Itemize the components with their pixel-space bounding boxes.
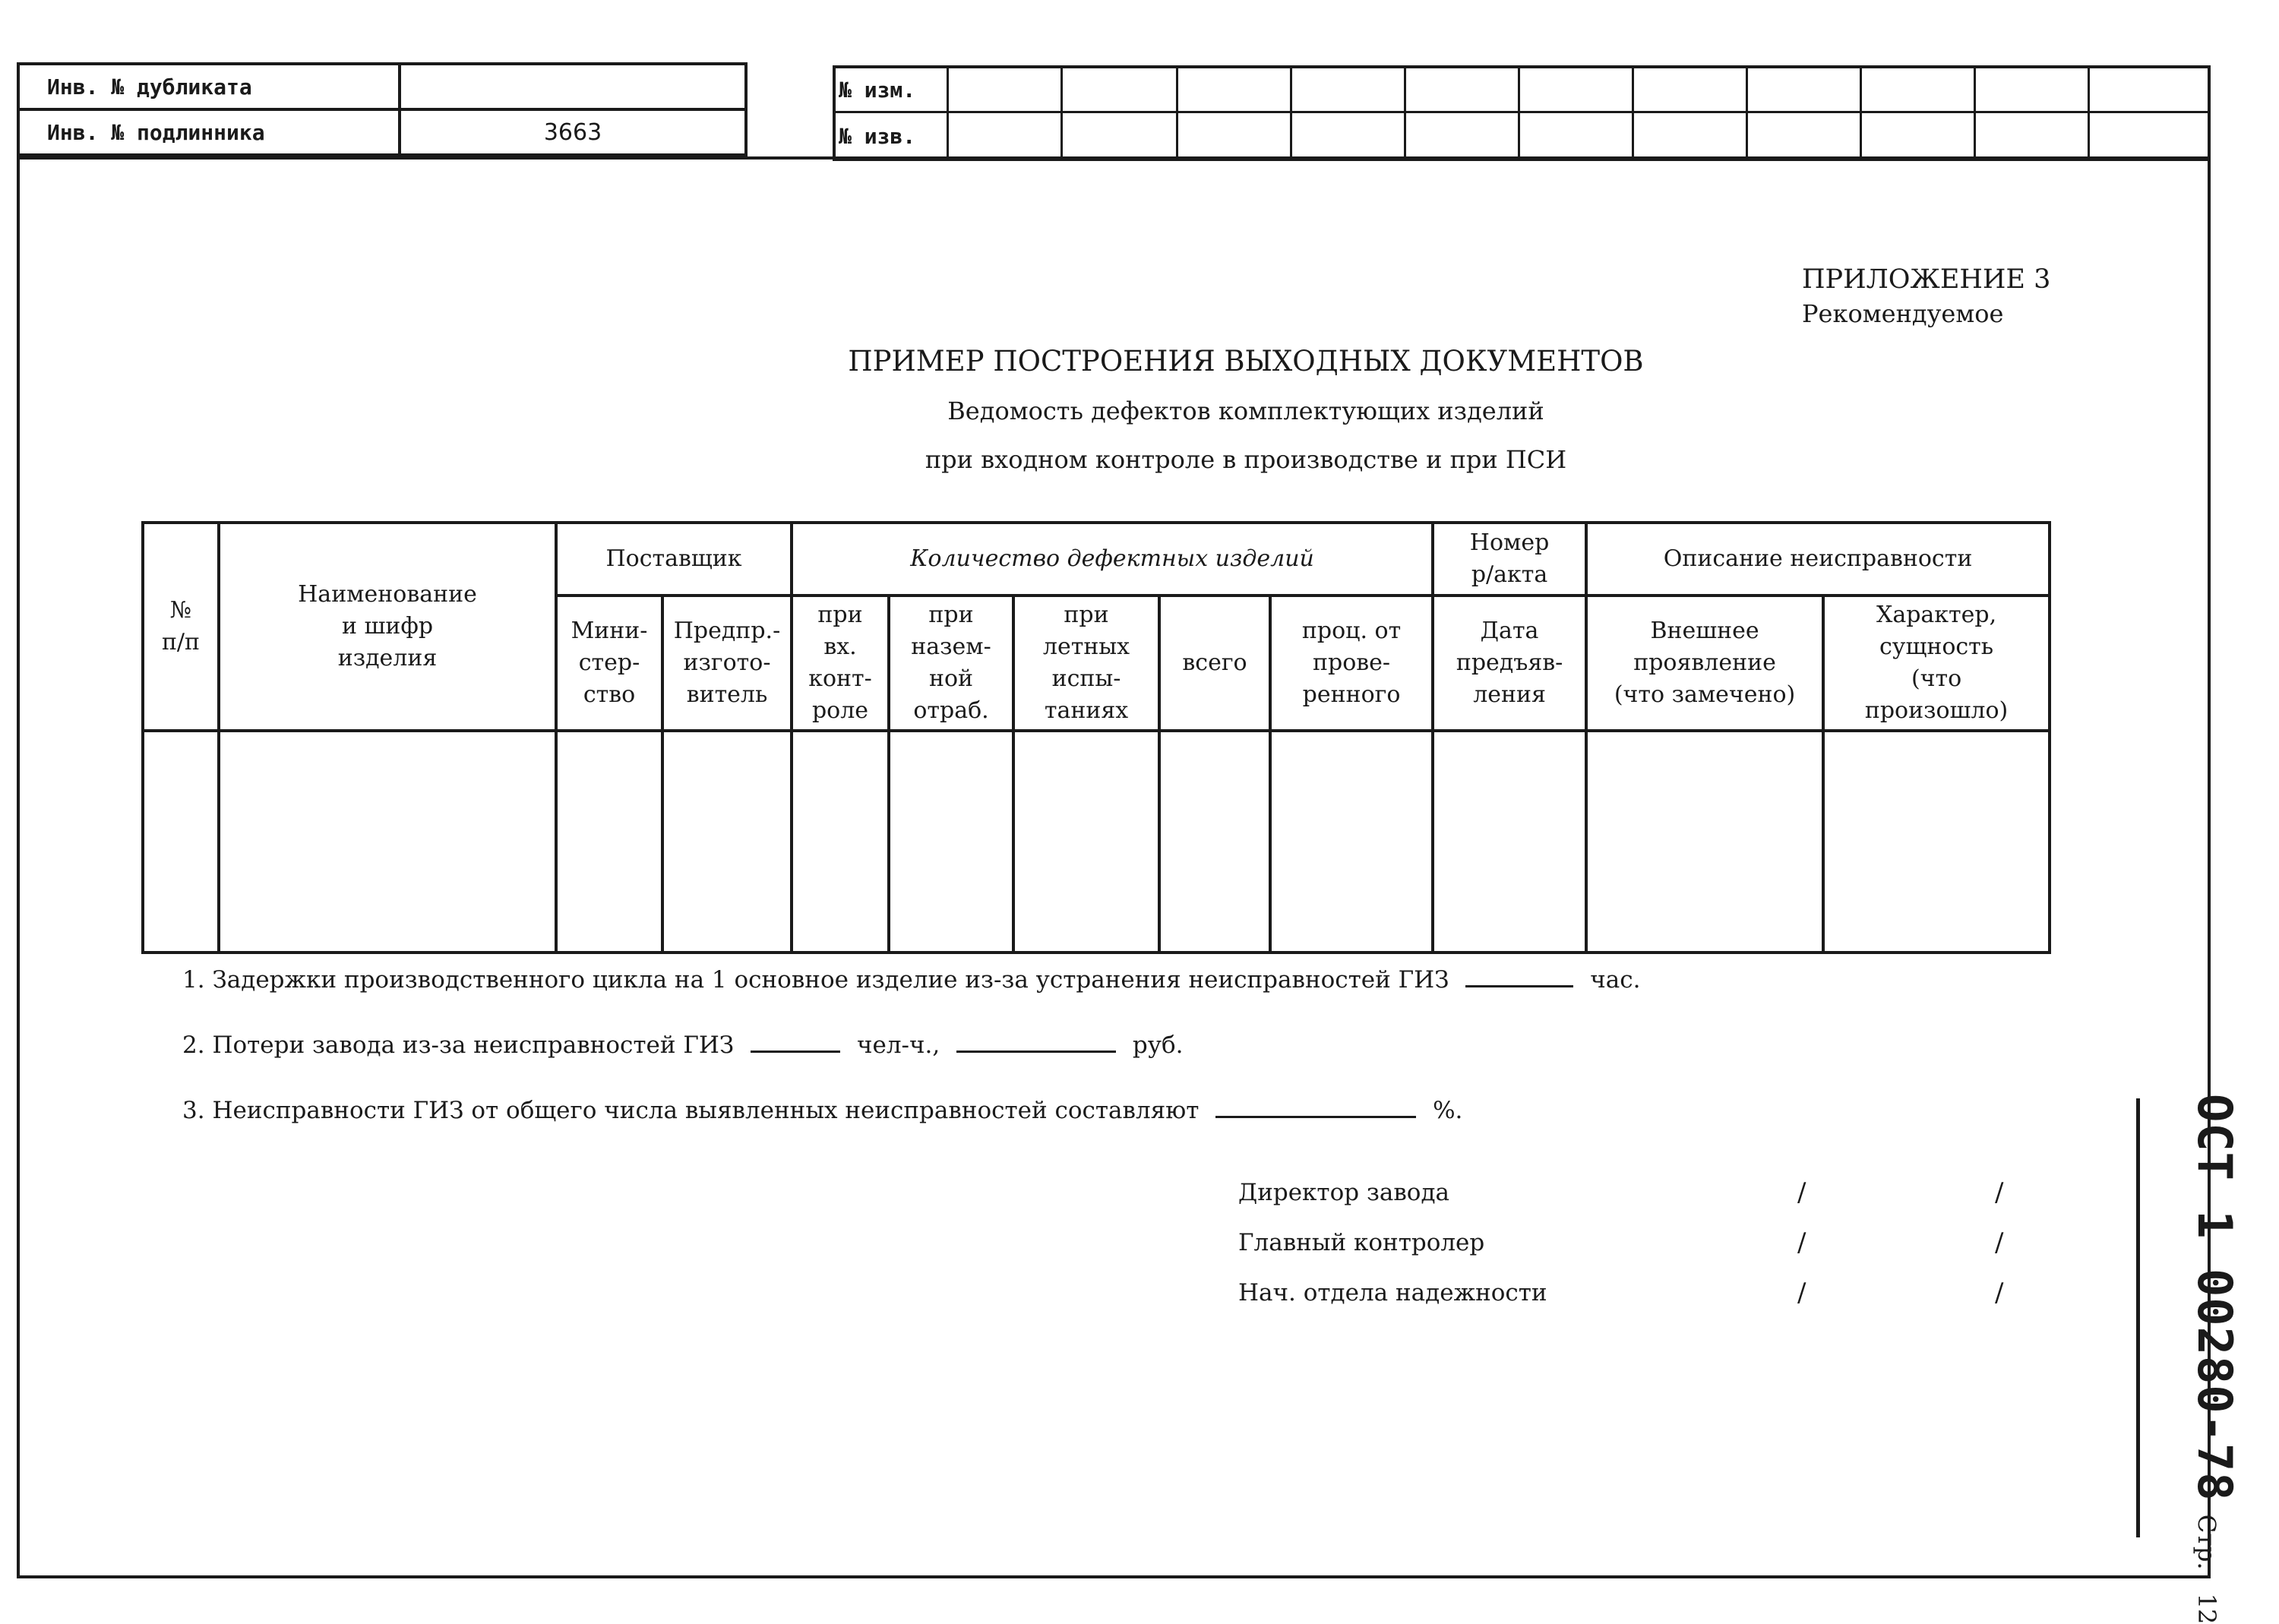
table-cell [1013,731,1159,953]
note-2-number: 2. [182,1032,205,1059]
frame-bottom [17,1575,2211,1578]
note-3 [182,1097,1462,1124]
signature-reliability-head: Нач. отдела надежности [1238,1279,1547,1306]
note-2 [182,1032,1184,1059]
table-cell [1270,731,1433,953]
page-label: Стр. [2192,1514,2221,1570]
appendix-title: ПРИЛОЖЕНИЕ 3 [1802,264,2051,295]
group-header-defect-quantity: Количество дефектных изделий [792,523,1433,596]
change-number-label: № изм. [839,77,916,103]
note-1-text: Задержки производственного цикла на 1 основное изделие из-за устранения неисправностей ГИЗ [212,966,1449,994]
note-3-number: 3. [182,1097,205,1124]
standard-code-rule [2136,1098,2140,1537]
table-cell [662,731,792,953]
note-3-blank [1215,1114,1416,1118]
col-header-item-name: Наименование и шифр изделия [219,523,556,731]
signature-chief-controller: Главный контролер [1238,1229,1485,1256]
table-cell [1433,731,1586,953]
note-2-text: Потери завода из-за неисправностей ГИЗ [212,1032,735,1059]
note-1-unit: час. [1590,966,1641,994]
group-header-supplier: Поставщик [556,523,792,596]
document-title: ПРИМЕР ПОСТРОЕНИЯ ВЫХОДНЫХ ДОКУМЕНТОВ [848,345,1644,378]
col-header-submission-date: Дата предъяв- ления [1433,596,1586,731]
note-2-blank-2 [956,1049,1116,1053]
col-header-incoming-control: при вх. конт- роле [792,596,889,731]
standard-code-block [2173,1094,2249,1624]
signature-slash: / [1995,1177,2004,1208]
table-cell [1586,731,1823,953]
note-1 [182,966,1640,994]
table-cell [1159,731,1270,953]
col-header-percent: проц. от прове- ренного [1270,596,1433,731]
note-3-text: Неисправности ГИЗ от общего числа выявленных неисправностей составляют [212,1097,1200,1124]
signature-slash: / [1995,1227,2004,1258]
appendix-subtitle: Рекомендуемое [1802,299,2004,328]
col-header-total: всего [1159,596,1270,731]
col-header-number: № п/п [143,523,219,731]
col-header-external-manifestation: Внешнее проявление (что замечено) [1586,596,1823,731]
page-number: 12 [2192,1593,2221,1624]
col-header-ground-testing: при назем- ной отраб. [889,596,1013,731]
note-1-blank [1465,984,1573,987]
original-value: 3663 [543,118,602,146]
document-subtitle-2: при входном контроле в производстве и при ПСИ [925,445,1567,474]
note-3-unit: %. [1433,1097,1463,1124]
note-1-number: 1. [182,966,205,994]
table-cell [1823,731,2050,953]
note-2-unit-2: руб. [1132,1032,1184,1059]
duplicate-value [401,65,744,108]
signature-director: Директор завода [1238,1179,1450,1206]
signature-slash: / [1797,1177,1806,1208]
change-stamp [833,65,2211,161]
original-label: Инв. № подлинника [47,119,265,145]
standard-code: ОСТ 1 00280-78 [2187,1094,2243,1502]
table-cell [792,731,889,953]
col-header-manufacturer: Предпр.- изгото- витель [662,596,792,731]
notice-number-label: № изв. [839,123,916,149]
group-header-fault-description: Описание неисправности [1586,523,2050,596]
col-header-ministry: Мини- стер- ство [556,596,662,731]
col-header-fault-nature: Характер, сущность (что произошло) [1823,596,2050,731]
col-header-flight-testing: при летных испы- таниях [1013,596,1159,731]
defects-table [141,521,2051,954]
table-row [143,731,2050,953]
table-cell [556,731,662,953]
group-header-act-number: Номер р/акта [1433,523,1586,596]
signature-slash: / [1797,1278,1806,1308]
note-2-blank-1 [751,1049,840,1053]
document-subtitle-1: Ведомость дефектов комплектующих изделий [947,397,1544,425]
signature-slash: / [1995,1278,2004,1308]
table-cell [219,731,556,953]
table-cell [889,731,1013,953]
note-2-unit-1: чел-ч., [856,1032,940,1059]
duplicate-label: Инв. № дубликата [47,74,252,100]
frame-left [17,156,20,1578]
signature-slash: / [1797,1227,1806,1258]
table-cell [143,731,219,953]
